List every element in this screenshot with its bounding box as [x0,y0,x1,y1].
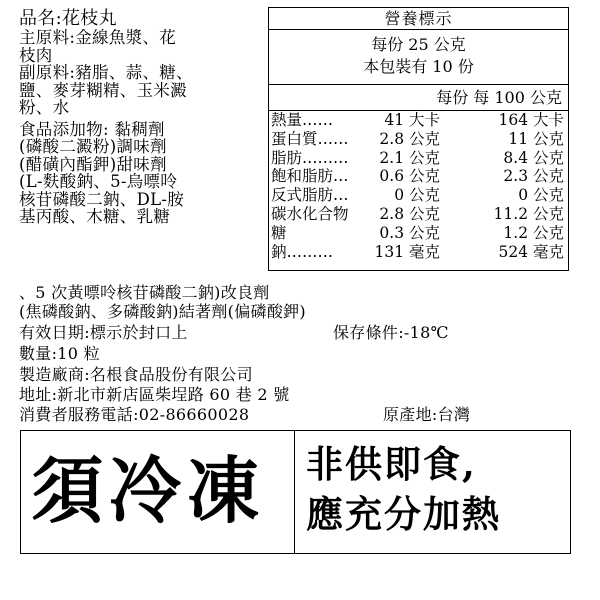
nutrient-label: 碳水化合物 [271,204,349,223]
per-serving-value: 0.6 公克 [379,167,440,186]
servings-per-package: 本包裝有 10 份 [363,57,474,76]
additives-line: (L-麩酸鈉、5-烏嘌呤 [19,172,178,191]
sub-ingredients-line: 副原料:豬脂、蒜、糖、 [19,63,193,82]
per-100g-value: 2.3 公克 [503,167,564,186]
divider [294,431,295,553]
serving-size: 每份 25 公克 [371,35,466,54]
nutrition-row [269,130,568,149]
keep-frozen-label: 須冷凍 [31,448,266,533]
nutrient-label: 蛋白質…… [271,129,349,148]
additives-line: 、5 次黃嘌呤核苷磷酸二鈉)改良劑 [19,283,270,302]
per-serving-value: 2.8 公克 [379,204,440,223]
sub-ingredients-line: 粉、水 [19,98,70,117]
main-ingredients-line: 枝肉 [19,45,53,65]
per-100g-value: 1.2 公克 [503,223,564,242]
nutrition-panel [268,7,569,271]
ingredients-block [19,9,269,226]
additives-line: 基丙酸、木糖、乳糖 [19,207,171,226]
per-serving-value: 2.1 公克 [379,148,440,167]
main-ingredients-line: 主原料:金線魚漿、花 [19,28,177,47]
nutrient-label: 鈉……… [271,242,334,261]
manufacturer: 製造廠商:名根食品股份有限公司 [19,365,253,384]
nutrient-label: 飽和脂肪… [271,167,349,186]
nutrition-row [269,243,568,262]
not-ready-to-eat-label: 非供即食, [306,442,477,486]
per-100g-value: 164 大卡 [498,111,564,129]
nutrition-row [269,149,568,168]
warning-box [20,430,571,554]
storage-condition: 保存條件:-18℃ [333,323,449,342]
per-100g-value: 11.2 公克 [493,204,564,223]
address: 地址:新北市新店區柴埕路 60 巷 2 號 [19,385,290,404]
per-100g-value: 11 公克 [508,129,564,148]
per-100g-value: 8.4 公克 [503,148,564,167]
nutrition-rows [269,110,568,261]
nutrient-label: 脂肪……… [271,148,349,167]
nutrition-row [269,205,568,224]
additives-line: (焦磷酸鈉、多磷酸鈉)結著劑(偏磷酸鉀) [19,302,306,321]
nutrition-row [269,186,568,205]
country-of-origin: 原產地:台灣 [383,405,471,424]
additives-line: 核苷磷酸二鈉、DL-胺 [19,189,185,209]
nutrition-title: 營養標示 [269,8,568,30]
per-serving-value: 131 毫克 [374,242,440,261]
per-serving-value: 2.8 公克 [379,129,440,148]
per-100g-value: 524 毫克 [498,242,564,261]
nutrition-row [269,167,568,186]
nutrient-label: 反式脂肪… [271,186,349,205]
product-name: 品名:花枝丸 [19,8,117,29]
divider [269,84,568,85]
expiry-date: 有效日期:標示於封口上 [19,323,188,342]
per-100g-value: 0 公克 [518,186,564,205]
additives-line: (磷酸二澱粉)調味劑 [19,137,167,156]
per-serving-value: 0.3 公克 [379,223,440,242]
per-serving-value: 0 公克 [394,186,440,205]
additives-line: (醋磺內酯鉀)甜味劑 [19,154,167,174]
sub-ingredients-line: 鹽、麥芽糊精、玉米澱 [19,80,187,100]
nutrient-label: 糖 [271,223,287,242]
nutrition-row [269,224,568,243]
cook-thoroughly-label: 應充分加熱 [306,492,501,536]
per-serving-value: 41 大卡 [384,111,440,129]
additives-line: 食品添加物: 黏稠劑 [19,119,165,139]
nutrition-row [269,111,568,130]
quantity: 數量:10 粒 [19,344,100,363]
nutrition-column-header: 每份 每 100 公克 [436,88,562,107]
consumer-hotline: 消費者服務電話:02-86660028 [19,405,250,424]
nutrient-label: 熱量…… [271,111,334,129]
